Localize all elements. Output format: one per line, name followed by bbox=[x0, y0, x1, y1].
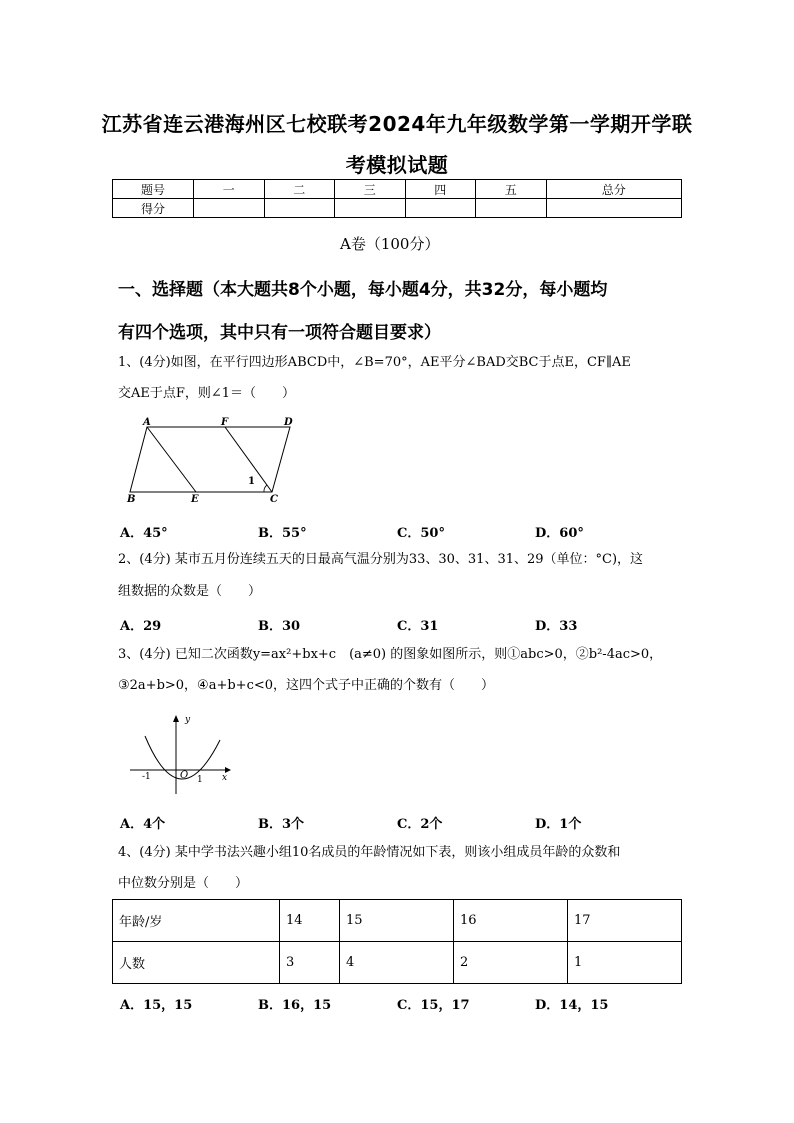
score-table-cell: 四 bbox=[405, 180, 476, 199]
question-2-text-continued: 组数据的众数是（ ） bbox=[118, 584, 262, 599]
tick-1: 1 bbox=[197, 775, 203, 785]
label-angle-1: 1 bbox=[248, 476, 255, 487]
question-1-text: 1、(4分)如图，在平行四边形ABCD中，∠B=70°，AE平分∠BAD交BC于点E，CF∥AE bbox=[118, 355, 631, 370]
label-a: A bbox=[143, 417, 151, 428]
question-2-option-a[interactable]: A．29 bbox=[120, 619, 162, 634]
page-title: 江苏省连云港海州区七校联考2024年九年级数学第一学期开学联 bbox=[101, 112, 693, 136]
score-table-cell: 得分 bbox=[113, 199, 194, 218]
question-3-option-d[interactable]: D．1个 bbox=[535, 817, 582, 832]
question-1-option-d[interactable]: D．60° bbox=[535, 526, 584, 541]
score-cell-empty bbox=[335, 199, 406, 218]
score-table-cell: 一 bbox=[194, 180, 265, 199]
score-table-cell: 题号 bbox=[113, 180, 194, 199]
score-table bbox=[112, 179, 682, 218]
origin-label: O bbox=[180, 770, 189, 781]
question-4-text-continued: 中位数分别是（ ） bbox=[118, 876, 249, 891]
age-table-row bbox=[113, 942, 682, 984]
x-axis-label: x bbox=[222, 773, 228, 783]
score-cell-empty bbox=[476, 199, 547, 218]
score-cell-empty bbox=[264, 199, 335, 218]
age-table-cell: 3 bbox=[280, 942, 340, 984]
question-4-option-c[interactable]: C．15，17 bbox=[397, 998, 470, 1013]
question-2-text: 2、(4分) 某市五月份连续五天的日最高气温分别为33、30、31、31、29（单位：°C)，这 bbox=[118, 552, 644, 567]
score-table-score-row bbox=[113, 199, 682, 218]
part-heading-continued: 有四个选项，其中只有一项符合题目要求） bbox=[118, 323, 441, 343]
page-title-continued: 考模拟试题 bbox=[345, 153, 449, 177]
age-table bbox=[112, 899, 682, 984]
question-3-text-continued: ③2a+b>0，④a+b+c<0，这四个式子中正确的个数有（ ） bbox=[118, 678, 495, 693]
tick-minus-1: -1 bbox=[142, 772, 151, 782]
score-cell-empty bbox=[546, 199, 682, 218]
score-cell-empty bbox=[194, 199, 265, 218]
question-2-option-b[interactable]: B．30 bbox=[258, 619, 301, 634]
parallelogram-figure bbox=[120, 412, 310, 504]
y-axis-label: y bbox=[185, 715, 191, 725]
question-4-text: 4、(4分) 某中学书法兴趣小组10名成员的年龄情况如下表，则该小组成员年龄的众数和 bbox=[118, 845, 621, 860]
question-1-option-b[interactable]: B．55° bbox=[258, 526, 307, 541]
parabola-figure bbox=[125, 710, 240, 800]
question-3-option-b[interactable]: B．3个 bbox=[258, 817, 305, 832]
question-4-option-b[interactable]: B．16，15 bbox=[258, 998, 332, 1013]
age-table-cell: 14 bbox=[280, 900, 340, 942]
age-table-cell: 人数 bbox=[113, 942, 280, 984]
age-table-cell: 年龄/岁 bbox=[113, 900, 280, 942]
age-table-row bbox=[113, 900, 682, 942]
label-d: D bbox=[284, 417, 293, 428]
question-4-option-d[interactable]: D．14，15 bbox=[535, 998, 609, 1013]
age-table-cell: 1 bbox=[568, 942, 682, 984]
part-heading: 一、选择题（本大题共8个小题，每小题4分，共32分，每小题均 bbox=[118, 280, 608, 300]
label-b: B bbox=[127, 494, 136, 504]
y-axis-arrow bbox=[173, 715, 179, 722]
question-1-text-continued: 交AE于点F，则∠1＝（ ） bbox=[118, 386, 296, 401]
question-2-option-d[interactable]: D．33 bbox=[535, 619, 578, 634]
age-table-cell: 16 bbox=[454, 900, 568, 942]
label-c: C bbox=[270, 494, 278, 504]
question-3-option-c[interactable]: C．2个 bbox=[397, 817, 443, 832]
score-table-cell: 三 bbox=[335, 180, 406, 199]
label-f: F bbox=[221, 417, 229, 428]
angle-1-arc bbox=[264, 485, 267, 492]
question-3-option-a[interactable]: A．4个 bbox=[120, 817, 166, 832]
section-title: A卷（100分） bbox=[340, 235, 440, 253]
score-table-header-row bbox=[113, 180, 682, 199]
score-table-cell: 五 bbox=[476, 180, 547, 199]
question-3-text: 3、(4分) 已知二次函数y=ax²+bx+c (a≠0) 的图象如图所示，则①abc>0，②b²-4ac>0， bbox=[118, 647, 663, 662]
age-table-cell: 4 bbox=[340, 942, 454, 984]
label-e: E bbox=[191, 494, 199, 504]
score-table-cell: 二 bbox=[264, 180, 335, 199]
question-1-option-c[interactable]: C．50° bbox=[397, 526, 445, 541]
score-cell-empty bbox=[405, 199, 476, 218]
age-table-cell: 15 bbox=[340, 900, 454, 942]
segment-ae bbox=[147, 427, 196, 492]
question-2-option-c[interactable]: C．31 bbox=[397, 619, 439, 634]
score-table-cell: 总分 bbox=[546, 180, 682, 199]
age-table-cell: 2 bbox=[454, 942, 568, 984]
question-4-option-a[interactable]: A．15，15 bbox=[120, 998, 193, 1013]
age-table-cell: 17 bbox=[568, 900, 682, 942]
question-1-option-a[interactable]: A．45° bbox=[120, 526, 168, 541]
